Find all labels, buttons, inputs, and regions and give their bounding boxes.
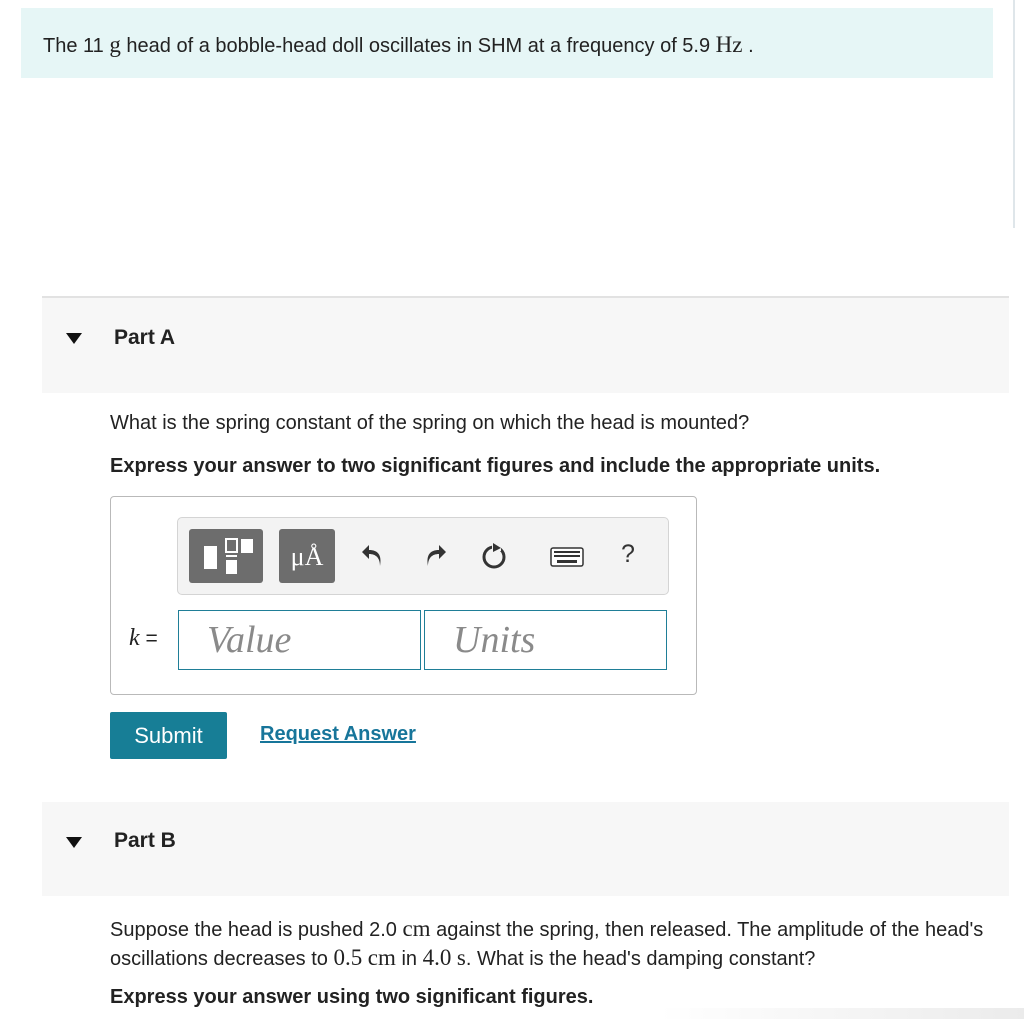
variable-label: k = [129, 625, 158, 651]
units-button[interactable]: μÅ [279, 529, 335, 583]
bottom-fade [660, 1008, 1024, 1019]
part-a-instruction: Express your answer to two significant figures and include the appropriate units. [110, 455, 881, 477]
answer-box [110, 496, 697, 695]
collapse-triangle-icon[interactable] [66, 837, 82, 848]
scroll-edge [1013, 0, 1015, 228]
redo-icon[interactable] [420, 542, 448, 575]
units-input[interactable] [424, 610, 667, 670]
problem-intro [21, 8, 993, 78]
help-icon[interactable]: ? [621, 540, 635, 568]
request-answer-link[interactable]: Request Answer [260, 723, 416, 745]
submit-button[interactable]: Submit [110, 712, 227, 759]
part-b-title: Part B [114, 829, 176, 852]
fraction-template-icon[interactable] [189, 529, 263, 583]
part-a-title: Part A [114, 326, 176, 349]
part-b-instruction: Express your answer using two significant figures. [110, 986, 594, 1008]
part-a-header[interactable] [42, 296, 1009, 393]
intro-text: The 11 g head of a bobble-head doll oscillates in SHM at a frequency of 5.9 Hz . [43, 32, 754, 57]
part-b-header[interactable] [42, 802, 1009, 896]
collapse-triangle-icon[interactable] [66, 333, 82, 344]
keyboard-icon[interactable] [550, 546, 584, 573]
part-a-question: What is the spring constant of the spring on which the head is mounted? [110, 412, 750, 434]
part-b-question: Suppose the head is pushed 2.0 cm against the spring, then released. The amplitude of the head's oscillations decreases to 0.5 cm in 4.0 s. What is the head's damping constant? [110, 916, 984, 970]
math-toolbar [177, 517, 669, 595]
reset-icon[interactable] [478, 540, 510, 577]
undo-icon[interactable] [360, 542, 388, 575]
value-input[interactable] [178, 610, 421, 670]
